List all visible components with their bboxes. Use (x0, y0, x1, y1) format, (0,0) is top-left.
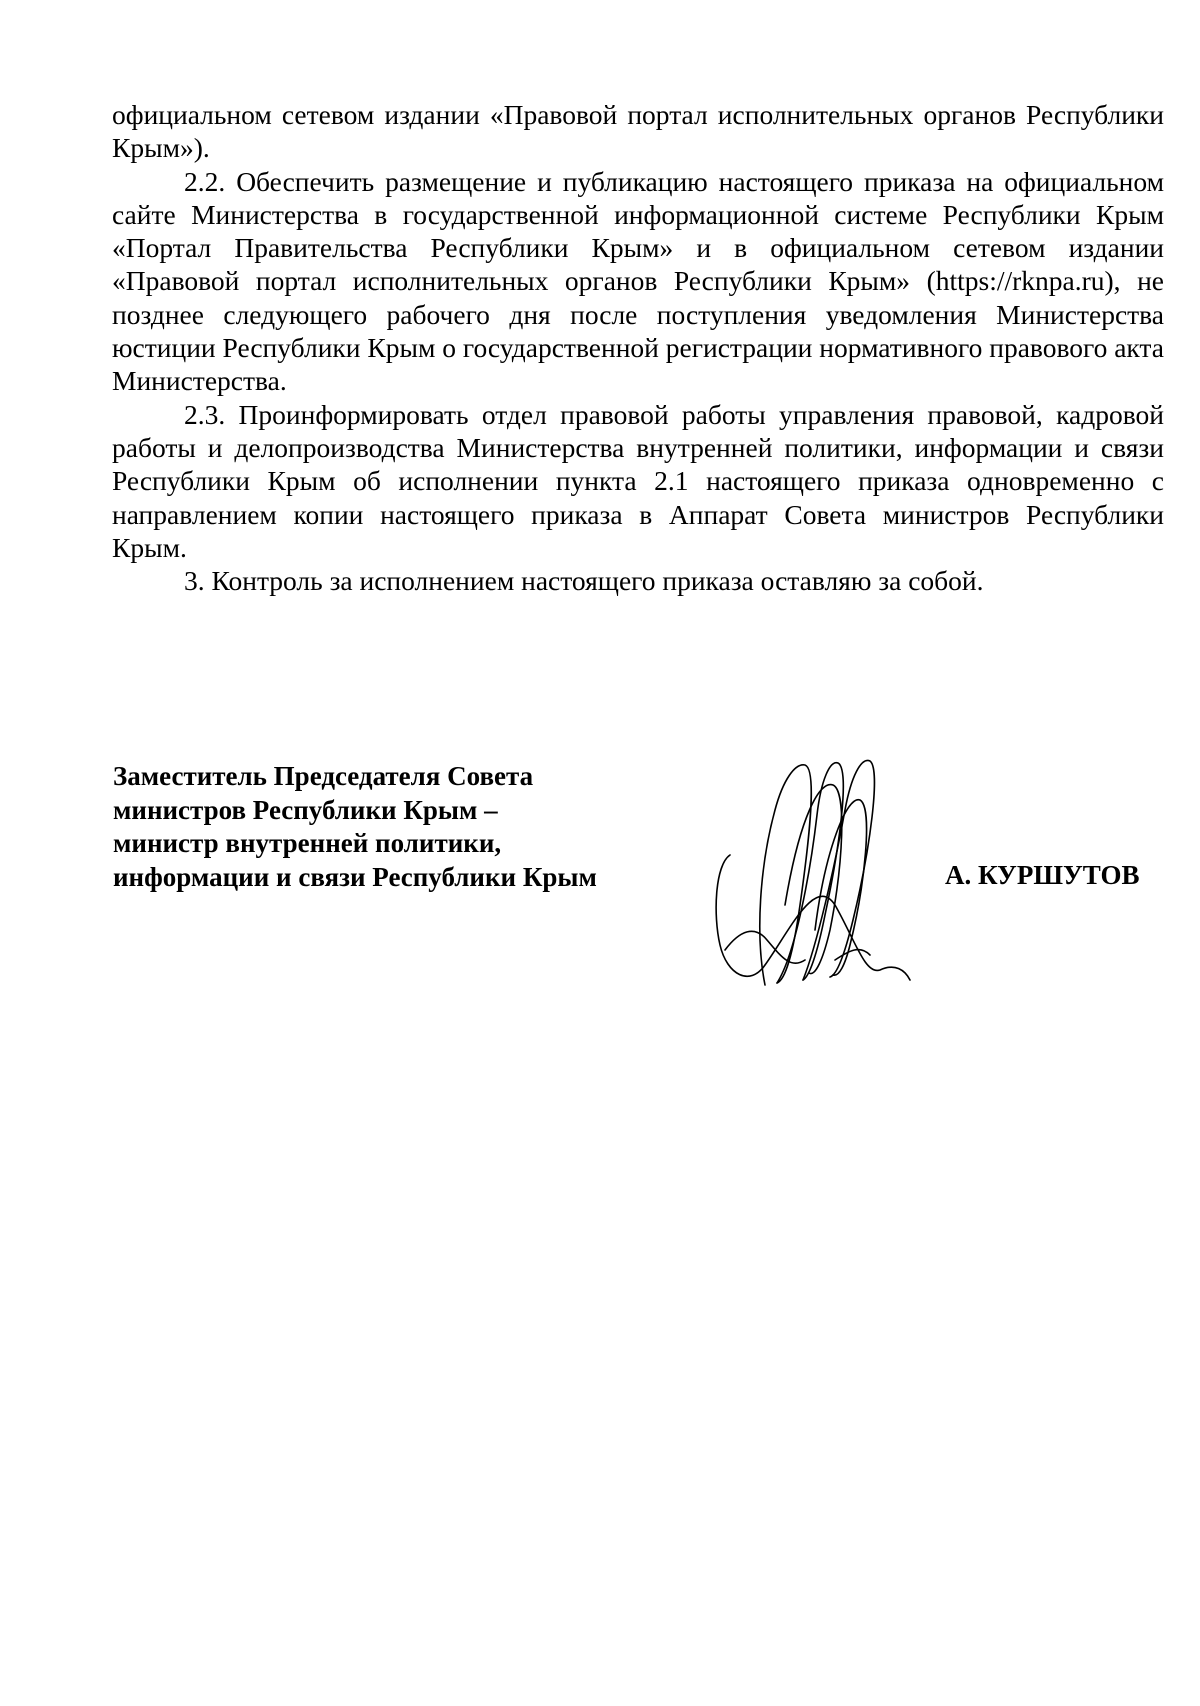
document-body (112, 98, 1164, 597)
paragraph-continuation: официальном сетевом издании «Правовой портал исполнительных органов Республики Крым»). (112, 99, 1164, 164)
signer-position (113, 760, 673, 894)
signer-position-line: министров Республики Крым – (113, 794, 498, 825)
handwritten-signature-icon (705, 755, 920, 995)
signer-name: А. КУРШУТОВ (945, 860, 1140, 890)
signer-position-line: Заместитель Председателя Совета (113, 761, 534, 791)
paragraph-2-2: 2.2. Обеспечить размещение и публикацию настоящего приказа на официальном сайте Министерства в государственной информационной системе Республики Крым «Портал Правительства Республики Крым» и в официальном сетевом издании «Правовой портал исполнительных органов Республики Крым» (https://rknpa.ru), не позднее следующего рабочего дня после поступления уведомления Министерства юстиции Республики Крым о государственной регистрации нормативного правового акта Министерства. (112, 165, 1164, 397)
signer-position-line: информации и связи Республики Крым (113, 861, 597, 892)
signer-position-line: министр внутренней политики, (113, 828, 502, 858)
paragraph-3: 3. Контроль за исполнением настоящего приказа оставляю за собой. (184, 565, 984, 597)
paragraph-2-3: 2.3. Проинформировать отдел правовой работы управления правовой, кадровой работы и делопроизводства Министерства внутренней политики, информации и связи Республики Крым об исполнении пункта 2.1 настоящего приказа одновременно с направлением копии настоящего приказа в Аппарат Совета министров Республики Крым. (112, 398, 1164, 563)
